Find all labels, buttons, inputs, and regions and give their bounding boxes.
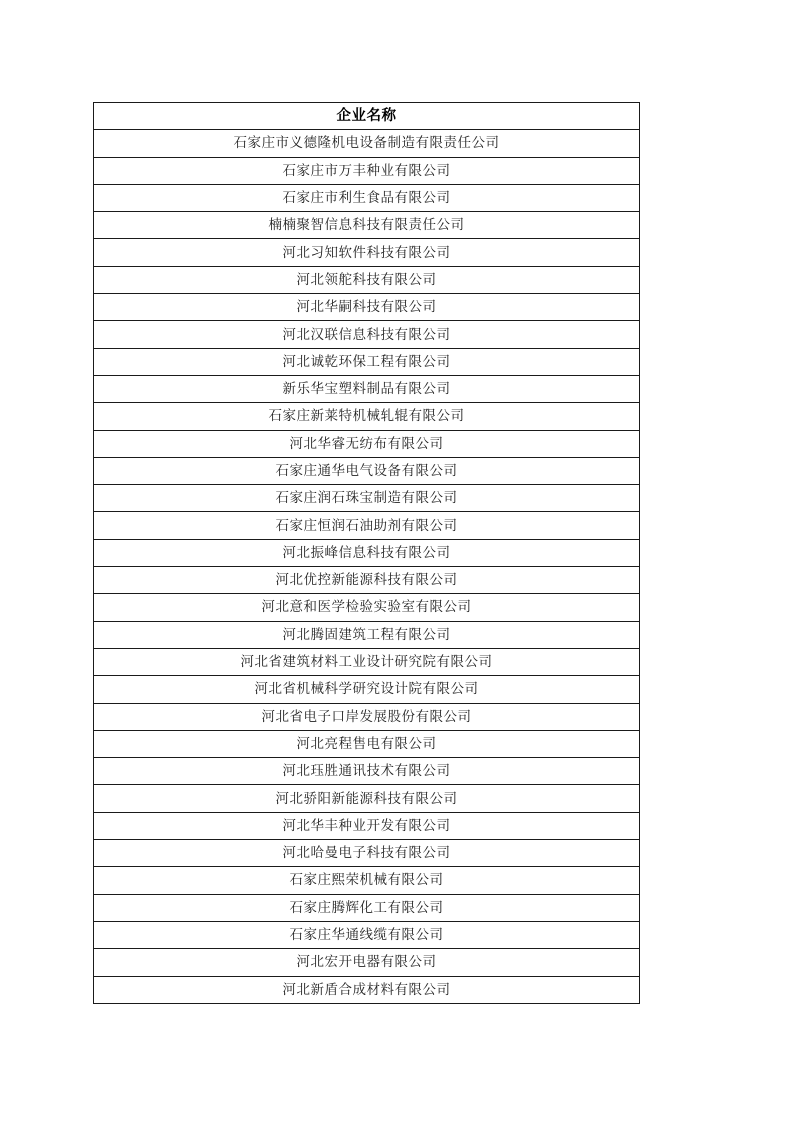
company-name-cell: 河北亮程售电有限公司 xyxy=(94,730,640,757)
table-row xyxy=(94,512,640,539)
company-name-cell: 河北优控新能源科技有限公司 xyxy=(94,567,640,594)
table-row xyxy=(94,157,640,184)
table-row xyxy=(94,594,640,621)
table-row xyxy=(94,239,640,266)
company-name-cell: 河北省建筑材料工业设计研究院有限公司 xyxy=(94,648,640,675)
company-name-cell: 石家庄润石珠宝制造有限公司 xyxy=(94,485,640,512)
table-row xyxy=(94,539,640,566)
column-header-company-name: 企业名称 xyxy=(94,103,640,130)
company-name-cell: 河北汉联信息科技有限公司 xyxy=(94,321,640,348)
company-name-cell: 石家庄恒润石油助剂有限公司 xyxy=(94,512,640,539)
table-row xyxy=(94,375,640,402)
table-row xyxy=(94,184,640,211)
table-row xyxy=(94,648,640,675)
table-row xyxy=(94,457,640,484)
company-name-cell: 河北省机械科学研究设计院有限公司 xyxy=(94,676,640,703)
company-name-cell: 河北腾固建筑工程有限公司 xyxy=(94,621,640,648)
company-name-cell: 河北习知软件科技有限公司 xyxy=(94,239,640,266)
table-row xyxy=(94,676,640,703)
company-name-cell: 楠楠聚智信息科技有限责任公司 xyxy=(94,212,640,239)
table-row xyxy=(94,294,640,321)
company-name-cell: 河北宏开电器有限公司 xyxy=(94,949,640,976)
company-name-cell: 石家庄市利生食品有限公司 xyxy=(94,184,640,211)
company-name-cell: 河北意和医学检验实验室有限公司 xyxy=(94,594,640,621)
company-name-cell: 河北振峰信息科技有限公司 xyxy=(94,539,640,566)
table-row xyxy=(94,949,640,976)
table-row xyxy=(94,867,640,894)
table-row xyxy=(94,403,640,430)
table-row xyxy=(94,840,640,867)
table-row xyxy=(94,921,640,948)
table-row xyxy=(94,430,640,457)
table-row xyxy=(94,976,640,1003)
table-row xyxy=(94,758,640,785)
company-name-cell: 石家庄腾辉化工有限公司 xyxy=(94,894,640,921)
company-name-cell: 石家庄华通线缆有限公司 xyxy=(94,921,640,948)
table-row xyxy=(94,130,640,157)
company-name-cell: 河北省电子口岸发展股份有限公司 xyxy=(94,703,640,730)
company-name-cell: 河北华嗣科技有限公司 xyxy=(94,294,640,321)
company-name-cell: 河北新盾合成材料有限公司 xyxy=(94,976,640,1003)
table-header-row xyxy=(94,103,640,130)
company-name-cell: 河北领舵科技有限公司 xyxy=(94,266,640,293)
table-row xyxy=(94,785,640,812)
table-row xyxy=(94,812,640,839)
table-row xyxy=(94,485,640,512)
table-row xyxy=(94,348,640,375)
table-row xyxy=(94,730,640,757)
table-row xyxy=(94,894,640,921)
company-name-cell: 河北珏胜通讯技术有限公司 xyxy=(94,758,640,785)
company-name-cell: 石家庄市万丰种业有限公司 xyxy=(94,157,640,184)
table-row xyxy=(94,266,640,293)
table-row xyxy=(94,621,640,648)
company-name-cell: 河北诚乾环保工程有限公司 xyxy=(94,348,640,375)
table-row xyxy=(94,321,640,348)
table-row xyxy=(94,567,640,594)
company-name-cell: 石家庄熙荣机械有限公司 xyxy=(94,867,640,894)
company-name-cell: 新乐华宝塑料制品有限公司 xyxy=(94,375,640,402)
company-name-cell: 河北华睿无纺布有限公司 xyxy=(94,430,640,457)
company-name-cell: 河北华丰种业开发有限公司 xyxy=(94,812,640,839)
company-name-table xyxy=(93,102,640,1004)
table-row xyxy=(94,212,640,239)
table-body xyxy=(94,130,640,1004)
company-name-cell: 石家庄市义德隆机电设备制造有限责任公司 xyxy=(94,130,640,157)
company-name-cell: 石家庄通华电气设备有限公司 xyxy=(94,457,640,484)
company-name-cell: 河北哈曼电子科技有限公司 xyxy=(94,840,640,867)
table-row xyxy=(94,703,640,730)
company-name-cell: 石家庄新莱特机械轧辊有限公司 xyxy=(94,403,640,430)
company-name-cell: 河北骄阳新能源科技有限公司 xyxy=(94,785,640,812)
